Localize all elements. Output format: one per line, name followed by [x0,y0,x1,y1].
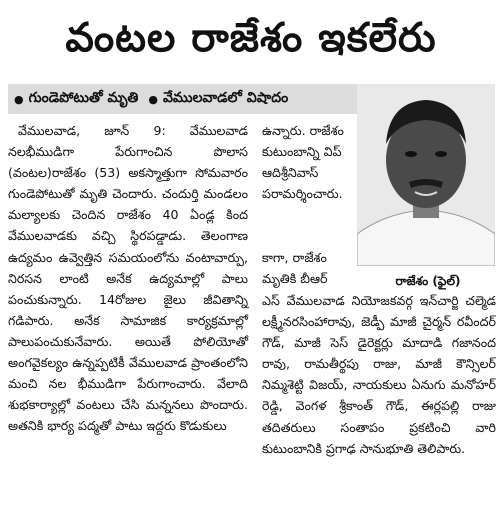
bullet-icon: ● [14,92,24,106]
article-column-2-middle: కాగా, రాజేశం మృతికి బీఆర్ [262,250,328,287]
subheading-2: వేములవాడలో విషాదం [162,89,289,106]
photo-caption: రాజేశం (ఫైల్) [395,274,461,288]
article-column-2-top: ఉన్నారు. రాజేశం కుటుంబాన్ని విప్ ఆదిశ్రీనివాస్ పరామర్శించారు. [262,123,344,202]
subheading-bar [8,84,360,114]
subheading-1: గుండెపోటుతో మృతి [28,89,139,106]
article-column-1: వేములవాడ, జూన్ 9: వేములవాడ నలభీముడిగా పేరుగాంచిన పొలాస (వంటల)రాజేశం (53) అకస్మాత్తుగా సోమవారం గుండెపోటుతో మృతి చెందారు. చందుర్తి మండలం మల్యాలకు చెందిన రాజేశం 40 ఏండ్ల కింద వేములవాడకు వచ్చి స్థిరపడ్డాడు. తెలంగాణ ఉద్యమం ఉవ్వెత్తిన సమయంలోను వంటావార్పు, నిరసన లాంటి అనేక ఉద్యమాల్లో పాలు పంచుకున్నారు. 14రోజుల జైలు జీవితాన్ని గడిపారు. అనేక సామాజిక కార్యక్రమాల్లో పాలుపంచుకునేవారు. అయితే పోలియోతో అంగవైకల్యం ఉన్నప్పటికీ వేములవాడ ప్రాంతంలోని మంచి నల భీముడిగా పేరుగాంచారు. వేలాది శుభకార్యాల్లో వంటలు చేసి మన్ననలు పొందారు. అతనికి భార్య పద్మతో పాటు ఇద్దరు కొడుకులు [8,123,248,434]
headline: వంటల రాజేశం ఇకలేరు [65,15,437,61]
portrait-photo [357,84,495,266]
bullet-icon: ● [148,92,158,106]
article-column-2-bottom: ఎస్ వేములవాడ నియోజకవర్గ ఇన్‌చార్జి చల్మెడ లక్ష్మీనరసింహారావు, జెడ్పీ మాజీ చైర్మన్ రవీందర్ గౌడ్, మాజీ సెస్ డైరెక్టర్లు మాదాడి గజానంద రావు, రామతీర్థపు రాజు, మాజీ కౌన్సిలర్ నిమ్మశెట్టి విజయ్, నాయకులు ఏనుగు మనోహర్ రెడ్డి, వెంగళ శ్రీకాంత్ గౌడ్, ఈర్లపల్లి రాజు తదితరులు సంతాపం ప్రకటించి వారి కుటుంబానికి ప్రగాఢ సానుభూతి తెలిపారు. [262,293,496,456]
